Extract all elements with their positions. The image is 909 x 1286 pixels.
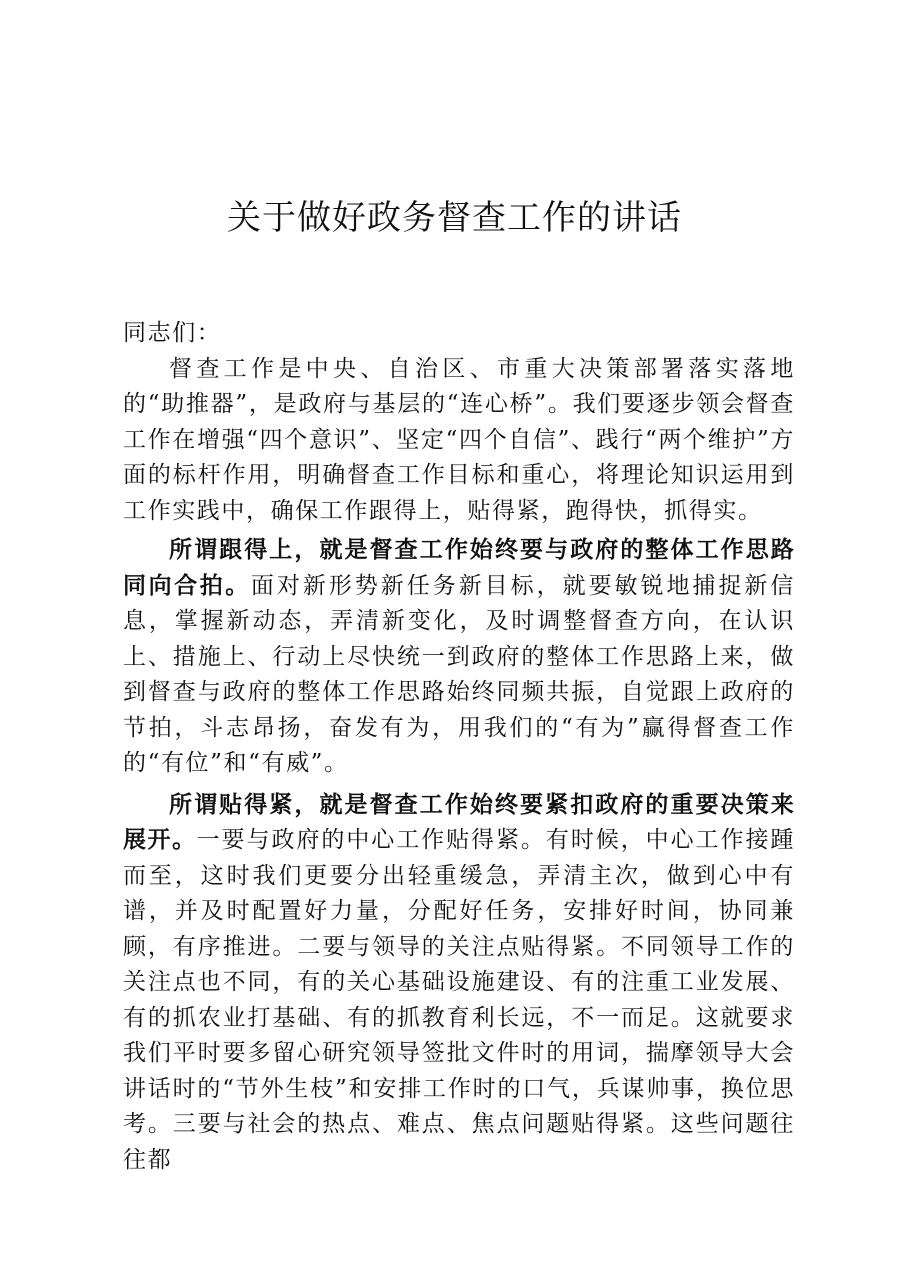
document-title: 关于做好政务督查工作的讲话 [227,198,682,238]
paragraph-2-lead: 所谓跟得上，就是督查工作始终要与政府的整体工作思路同向合拍。 [123,537,795,599]
paragraph-1 [123,352,795,530]
paragraph-2-text: 面对新形势新任务新目标，就要敏锐地捕捉新信息，掌握新动态，弄清新变化，及时调整督查方向，在认识上、措施上、行动上尽快统一到政府的整体工作思路上来，做到督查与政府的整体工作思路始终同频共振，自觉跟上政府的节拍，斗志昂扬，奋发有为，用我们的“有为”赢得督查工作的“有位”和“有威”。 [123,572,796,776]
greeting: 同志们： [123,320,222,346]
paragraph-3-text: 一要与政府的中心工作贴得紧。有时候，中心工作接踵而至，这时我们更要分出轻重缓急，弄清主次，做到心中有谱，并及时配置好力量，分配好任务，安排好时间，协同兼顾，有序推进。二要与领导的关注点贴得紧。不同领导工作的关注点也不同，有的关心基础设施建设、有的注重工业发展、有的抓农业打基础、有的抓教育利长远，不一而足。这就要求我们平时要多留心研究领导签批文件时的用词，揣摩领导大会讲话时的“节外生枝”和安排工作时的口气，兵谋帅事，换位思考。三要与社会的热点、难点、焦点问题贴得紧。这些问题往往都 [123,827,795,1173]
paragraph-2 [123,533,795,782]
paragraph-3 [123,788,795,1179]
paragraph-1-text: 督查工作是中央、自治区、市重大决策部署落实落地的“助推器”，是政府与基层的“连心桥”。我们要逐步领会督查工作在增强“四个意识”、坚定“四个自信”、践行“两个维护”方面的标杆作用，明确督查工作目标和重心，将理论知识运用到工作实践中，确保工作跟得上，贴得紧，跑得快，抓得实。 [123,355,795,524]
paragraph-3-lead: 所谓贴得紧，就是督查工作始终要紧扣政府的重要决策来展开。 [123,791,795,853]
document-body [123,316,795,1178]
